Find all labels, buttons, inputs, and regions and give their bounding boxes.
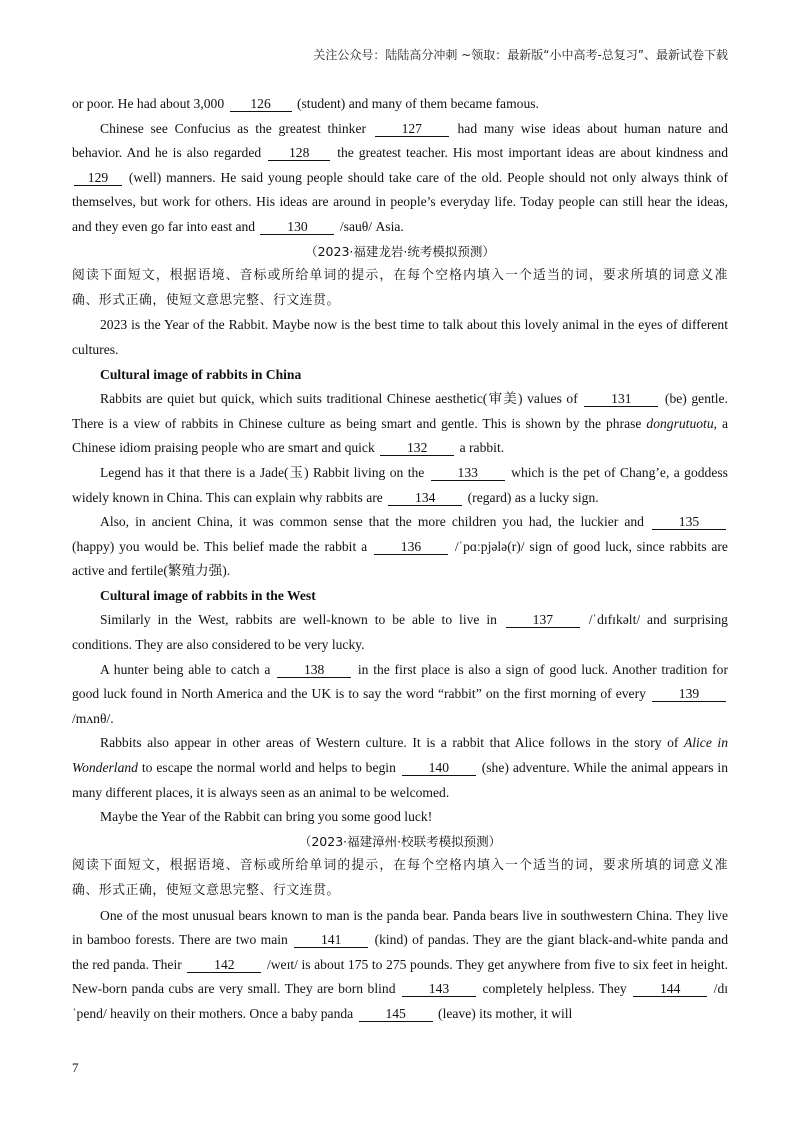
blank-128[interactable]: 128 <box>268 145 330 161</box>
blank-141[interactable]: 141 <box>294 932 368 948</box>
italic-term: dongrutuotu <box>646 415 714 431</box>
instructions: 阅读下面短文，根据语境、音标或所给单词的提示，在每个空格内填入一个适当的词，要求所填的词意义准确、形式正确，使短文意思完整、行文连贯。 <box>72 268 728 308</box>
blank-139[interactable]: 139 <box>652 686 726 702</box>
blank-142[interactable]: 142 <box>187 957 261 973</box>
page-header: 关注公众号：陆陆高分冲刺 ~领取：最新版“小中高考-总复习”、最新试卷下载 <box>313 48 728 62</box>
paragraph: A hunter being able to catch a 138 in the first place is also a sign of good luck. Another tradition for good luck found in North America and the UK is to say the word “rabbit” on the first morning of every 139 /mʌnθ/. <box>72 661 728 726</box>
paragraph: Legend has it that there is a Jade(玉) Rabbit living on the 133 which is the pet of Chang’e, a goddess widely known in China. This can explain why rabbits are 134 (regard) as a lucky sign. <box>72 464 728 505</box>
blank-136[interactable]: 136 <box>374 539 448 555</box>
blank-130[interactable]: 130 <box>260 219 334 235</box>
blank-138[interactable]: 138 <box>277 662 351 678</box>
italic-title: Alice in Wonderland <box>72 735 728 776</box>
blank-137[interactable]: 137 <box>506 612 580 628</box>
blank-132[interactable]: 132 <box>380 440 454 456</box>
instructions: 阅读下面短文，根据语境、音标或所给单词的提示，在每个空格内填入一个适当的词，要求所填的词意义准确、形式正确，使短文意思完整、行文连贯。 <box>72 858 728 898</box>
section-heading: Cultural image of rabbits in China <box>100 366 302 382</box>
blank-145[interactable]: 145 <box>359 1006 433 1022</box>
source-note: （2023·福建漳州·校联考模拟预测） <box>298 833 502 849</box>
blank-144[interactable]: 144 <box>633 981 707 997</box>
blank-134[interactable]: 134 <box>388 490 462 506</box>
paragraph: Chinese see Confucius as the greatest thinker 127 had many wise ideas about human nature and behavior. And he is also regarded 128 the greatest teacher. His most important ideas are about kindness and 129 (well) manners. He said young people should take care of the old. People should not only always think of themselves, but work for others. His ideas are around in people’s everyday life. Today people can still hear the ideas, and they even go far into east and 130 /sauθ/ Asia. <box>72 120 729 234</box>
blank-140[interactable]: 140 <box>402 760 476 776</box>
paragraph: 2023 is the Year of the Rabbit. Maybe now is the best time to talk about this lovely animal in the eyes of different cultures. <box>72 317 728 357</box>
blank-135[interactable]: 135 <box>652 514 726 530</box>
section-heading: Cultural image of rabbits in the West <box>100 587 316 603</box>
blank-127[interactable]: 127 <box>375 121 449 137</box>
paragraph: or poor. He had about 3,000 126 (student) and many of them became famous. <box>72 96 539 111</box>
blank-131[interactable]: 131 <box>584 391 658 407</box>
blank-126[interactable]: 126 <box>230 96 292 112</box>
source-note: （2023·福建龙岩·统考模拟预测） <box>305 243 495 259</box>
blank-133[interactable]: 133 <box>431 465 505 481</box>
blank-143[interactable]: 143 <box>402 981 476 997</box>
document-body <box>72 92 728 1027</box>
paragraph: Rabbits also appear in other areas of Western culture. It is a rabbit that Alice follows in the story of Alice in Wonderland to escape the normal world and helps to begin 140 (she) adventure. While the animal appears in many different places, it is always seen as an animal to be welcomed. <box>72 735 729 800</box>
paragraph: Rabbits are quiet but quick, which suits traditional Chinese aesthetic(审美) values of 131 (be) gentle. There is a view of rabbits in Chinese culture as being smart and gentle. This is shown by the phrase dongrutuotu, a Chinese idiom praising people who are smart and quick 132 a rabbit. <box>72 391 728 456</box>
paragraph: Similarly in the West, rabbits are well-known to be able to live in 137 /ˈdɪfɪkəlt/ and surprising conditions. They are also considered to be very lucky. <box>72 612 728 653</box>
paragraph: One of the most unusual bears known to man is the panda bear. Panda bears live in southwestern China. They live in bamboo forests. There are two main 141 (kind) of pandas. They are the giant black-and-white panda and the red panda. Their 142 /weɪt/ is about 175 to 275 pounds. They get anywhere from five to six feet in height. New-born panda cubs are very small. They are born blind 143 completely helpless. They 144 /dɪˈpend/ heavily on their mothers. Once a baby panda 145 (leave) its mother, it will <box>72 907 729 1021</box>
paragraph: Maybe the Year of the Rabbit can bring you some good luck! <box>100 809 433 825</box>
page-number: 7 <box>72 1060 79 1075</box>
blank-129[interactable]: 129 <box>74 170 122 186</box>
paragraph: Also, in ancient China, it was common sense that the more children you had, the luckier and 135 (happy) you would be. This belief made the rabbit a 136 /ˈpɑːpjələ(r)/ sign of good luck, since rabbits are active and fertile(繁殖力强). <box>72 514 728 579</box>
